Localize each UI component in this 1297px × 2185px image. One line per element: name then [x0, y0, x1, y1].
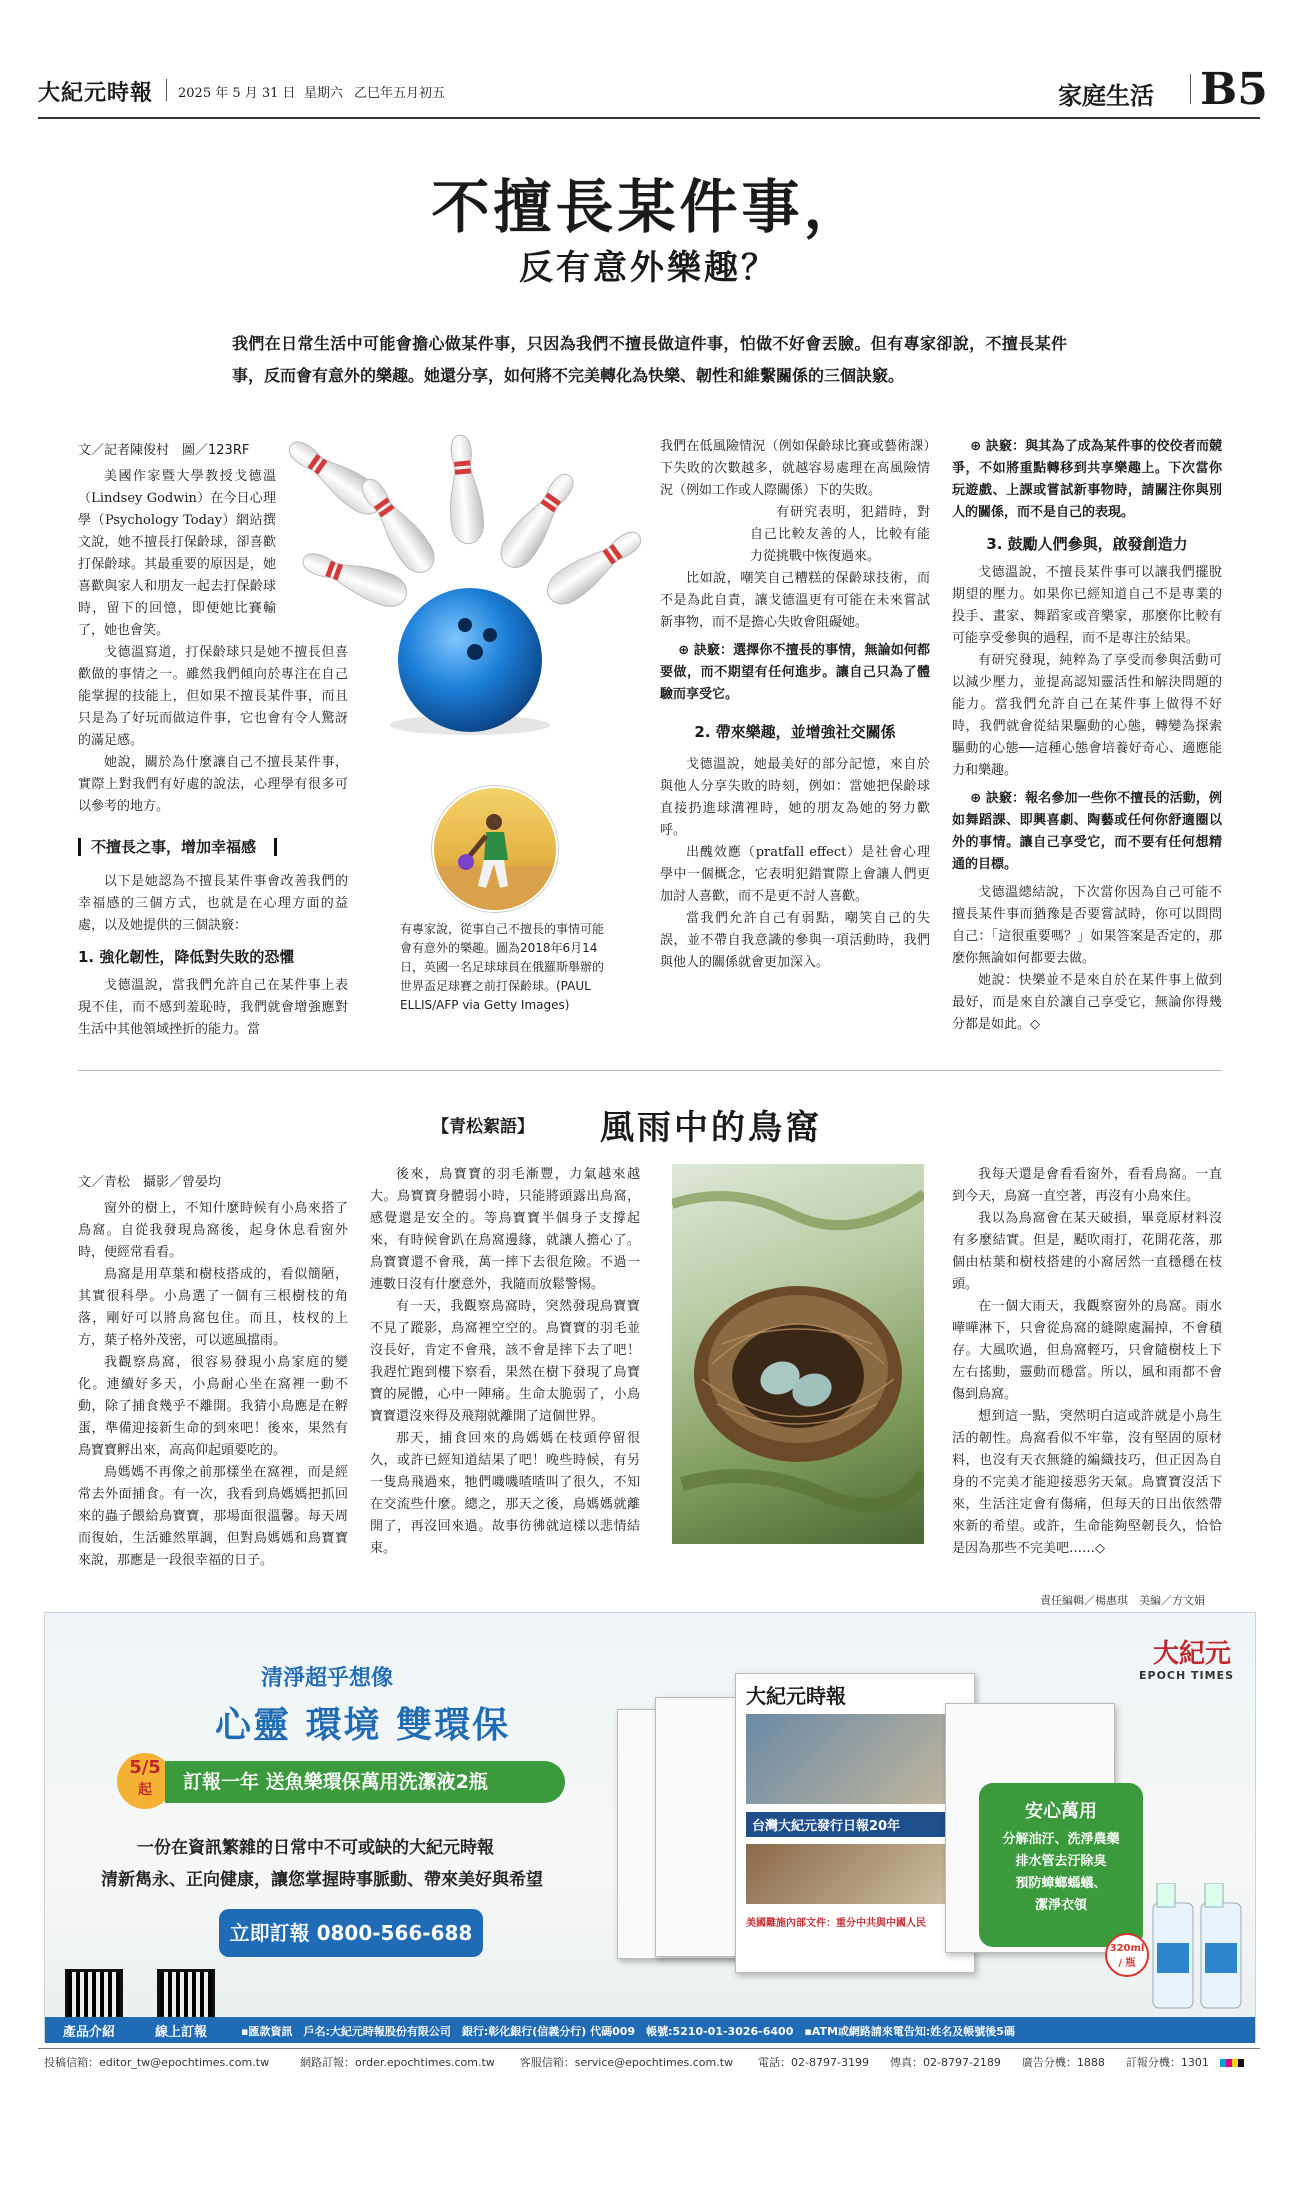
bowling-ball: [398, 588, 542, 732]
ad-logo: 大紀元: [1153, 1639, 1232, 1669]
column-tag: 【青松絮語】: [432, 1117, 534, 1137]
bowling-illustration: [270, 420, 660, 810]
footer-order-url[interactable]: 網路訂報：order.epochtimes.com.tw: [300, 2056, 495, 2069]
bowling-pin: [494, 467, 583, 575]
paragraph: 想到這一點，突然明白這或許就是小鳥生活的韌性。鳥窩看似不牢靠，沒有堅固的原材料，也沒有天衣無縫的編織技巧，但正因為自身的不完美才能迎接惡劣天氣。鳥寶寶沒活下來，生活注定會有傷痛，但每天的日出依然帶來新的希望。或許，生命能夠堅韌長久，恰恰是因為那些不完美吧……◇: [952, 1409, 1222, 1556]
masthead-lunar: 乙巳年五月初五: [354, 86, 446, 101]
article2-column-1: [78, 1172, 348, 1572]
footer-ad-extension: 廣告分機：1888: [1021, 2056, 1105, 2069]
section-heading: 不擅長之事，增加幸福感: [78, 836, 348, 857]
tip-2: ⊕ 訣竅：與其為了成為某件事的佼佼者而競爭，不如將重點轉移到共享樂趣上。下次當你玩遊戲、上課或嘗試新事物時，請關注你與別人的關係，而不是自己的表現。: [952, 439, 1222, 520]
paragraph: 戈德溫說，當我們允許自己在某件事上表現不佳，而不感到羞恥時，我們就會增強應對生活中其他領域挫折的能力。當: [78, 978, 348, 1037]
subscribe-call-button[interactable]: 立即訂報 0800-566-688: [219, 1909, 483, 1957]
article2-separator: [78, 1070, 1222, 1071]
subheading-3: 3. 鼓勵人們參與，啟發創造力: [986, 535, 1188, 553]
masthead-date: 2025 年 5 月 31 日: [178, 86, 296, 101]
footer-contribution-email[interactable]: 投稿信箱：editor_tw@epochtimes.com.tw: [44, 2056, 270, 2069]
paragraph: 戈德溫說，她最美好的部分記憶，來自於與他人分享失敗的時刻，例如：當她把保齡球直接扔進球溝裡時，她的朋友為她的努力歡呼。: [660, 757, 930, 838]
paragraph: 戈德溫總結說，下次當你因為自己可能不擅長某件事而猶豫是否要嘗試時，你可以問問自己：「這很重要嗎？」如果答案是否定的，那麼你無論如何都要去做。: [952, 885, 1222, 966]
bowler-figure: [434, 788, 558, 912]
footer-sub-extension: 訂報分機：1301: [1125, 2056, 1209, 2069]
offer-banner: 訂報一年 送魚樂環保萬用洗潔液2瓶: [165, 1761, 565, 1803]
paragraph: 有一天，我觀察鳥窩時，突然發現鳥寶寶不見了蹤影，鳥窩裡空空的。鳥寶寶的羽毛並沒長好，肯定不會飛，該不會是摔下去了吧！我趕忙跑到樓下察看，果然在樹下發現了鳥寶寶的屍體，心中一陣痛。生命太脆弱了，小鳥寶寶還沒來得及飛翔就離開了這個世界。: [370, 1299, 640, 1424]
subheading-1: 1. 強化韌性，降低對失敗的恐懼: [78, 948, 295, 966]
footer-service-email[interactable]: 客服信箱：service@epochtimes.com.tw: [519, 2056, 734, 2069]
offer-badge: 5/5 起: [117, 1753, 173, 1809]
tip-1: ⊕ 訣竅：選擇你不擅長的事情，無論如何都要做，而不期望有任何進步。讓自己只為了體驗而享受它。: [660, 643, 930, 702]
paragraph: 以下是她認為不擅長某件事會改善我們的幸福感的三個方式，也就是在心理方面的益處，以及她提供的三個訣竅：: [78, 874, 348, 933]
paragraph: 我每天還是會看看窗外，看看鳥窩。一直到今天，鳥窩一直空著，再沒有小鳥來住。: [952, 1167, 1222, 1204]
heading-bar: [274, 838, 277, 856]
tip-3: ⊕ 訣竅：報名參加一些你不擅長的活動，例如舞蹈課、即興喜劇、陶藝或任何你舒適圈以外的事情。讓自己享受它，而不要有任何想精通的目標。: [952, 791, 1222, 872]
paragraph: 美國作家暨大學教授戈德溫（Lindsey Godwin）在今日心理學（Psychology Today）網站撰文說，她不擅長打保齡球，卻喜歡打保齡球。其最重要的原因是，她喜歡與家人和朋友一起去打保齡球時，留下的回憶，即便她比賽輸了，她也會笑。: [78, 469, 276, 638]
paragraph: 鳥窩是用草葉和樹枝搭成的，看似簡陋，其實很科學。小鳥選了一個有三根樹枝的角落，剛好可以將鳥窩包住。而且，枝杈的上方，葉子格外茂密，可以遮風擋雨。: [78, 1267, 348, 1348]
ad-tagline: 清淨超乎想像: [261, 1666, 394, 1691]
article1-byline: 文／記者陳俊村 圖／123RF: [78, 443, 250, 458]
article2-title: 風雨中的鳥窩: [600, 1108, 822, 1148]
section-name: 家庭生活: [1058, 81, 1154, 110]
bowling-pin: [541, 522, 649, 611]
paragraph: 我以為鳥窩會在某天破損，畢竟原材料沒有多麼結實。但是，颳吹雨打，花開花落，那個由枯葉和樹枝搭建的小窩居然一直穩穩在枝頭。: [952, 1211, 1222, 1292]
heading-bar: [78, 838, 81, 856]
qr-label-subscribe: 線上訂報: [155, 2025, 208, 2040]
footer: [44, 2054, 1256, 2070]
page-number: B5: [1200, 64, 1268, 115]
article2-byline: 文／青松 攝影／曾晏均: [78, 1175, 222, 1190]
footer-phone: 電話：02-8797-3199: [758, 2056, 869, 2069]
article2-column-2: [370, 1164, 640, 1560]
paragraph: 窗外的樹上，不知什麼時候有小鳥來搭了鳥窩。自從我發現鳥窩後，起身休息看窗外時，便經常看看。: [78, 1201, 348, 1260]
qr-label-product: 產品介紹: [63, 2025, 116, 2040]
nest-with-eggs: [672, 1164, 924, 1544]
paragraph: 有研究發現，純粹為了享受而參與活動可以減少壓力，並提高認知靈活性和解決問題的能力。當我們允許自己在某件事上做得不好時，我們就會從結果驅動的心態，轉變為探索驅動的心態──這種心態會培養好奇心、適應能力和樂趣。: [952, 653, 1222, 778]
paragraph: 當我們允許自己有弱點，嘲笑自己的失誤，並不帶自我意識的參與一項活動時，我們與他人的關係就會更加深入。: [660, 911, 930, 970]
payment-info: ▪匯款資訊 戶名:大紀元時報股份有限公司 銀行:彰化銀行(信義分行) 代碼009 帳號:5210-01-3026-6400 ▪ATM或網路請來電告知:姓名及帳號後5碼: [241, 2025, 1015, 2038]
masthead-logo: 大紀元時報: [38, 80, 154, 106]
masthead: [38, 64, 1268, 120]
paragraph: 她說，關於為什麼讓自己不擅長某件事，實際上對我們有好處的說法，心理學有很多可以參考的地方。: [78, 755, 348, 814]
ad-headline: 心靈 環境 雙環保: [215, 1705, 511, 1746]
ad-logo-en: EPOCH TIMES: [1139, 1669, 1235, 1682]
newspaper-banner: 台灣大紀元發行日報20年: [746, 1812, 966, 1837]
masthead-divider: [166, 79, 167, 101]
footer-fax: 傳真：02-8797-2189: [889, 2056, 1001, 2069]
newspaper-photo: [746, 1844, 966, 1904]
newspaper-name: 大紀元時報: [746, 1684, 846, 1708]
photo-caption: 有專家說，從事自己不擅長的事情可能會有意外的樂趣。圖為2018年6月14日，英國一名足球球員在俄羅斯舉辦的世界盃足球賽之前打保齡球。(PAUL ELLIS/AFP via Getty Images): [400, 922, 605, 1012]
paragraph: 後來，鳥寶寶的羽毛漸豐，力氣越來越大。鳥寶寶身體弱小時，只能將頭露出鳥窩，感覺還是安全的。等鳥寶寶半個身子支撐起來，有時候會趴在鳥窩邊緣，就讓人擔心了。鳥寶寶還不會飛，萬一摔下去很危險。不過一連數日沒有什麼意外，我隨而放鬆警惕。: [370, 1167, 640, 1292]
cleaner-bottles: [1135, 1883, 1255, 2013]
masthead-rule: [38, 117, 1260, 119]
color-registration-marks: [1220, 2057, 1244, 2070]
section-divider: [1190, 74, 1191, 104]
newspaper-headline: 美國難施內部文件：重分中共與中國人民: [746, 1918, 926, 1929]
volume-badge: 320ml / 瓶: [1105, 1933, 1149, 1977]
article1-subtitle: 反有意外樂趣？: [519, 248, 778, 288]
newspaper-photo: [746, 1714, 966, 1804]
article1-column-3: [660, 436, 930, 974]
bowling-pin: [282, 432, 390, 521]
paragraph: 那天，捕食回來的鳥媽媽在枝頭停留很久，或許已經知道結果了吧！晚些時候，有另一隻鳥飛過來，牠們嘰嘰喳喳叫了很久，不知在交流些什麼。總之，那天之後，鳥媽媽就離開了，再沒回來過。故事彷彿就這樣以悲情結束。: [370, 1431, 640, 1556]
ad-bottom-bar: [45, 2017, 1255, 2043]
newspaper-front: [735, 1673, 975, 1973]
article2-column-4: [952, 1164, 1222, 1560]
masthead-weekday: 星期六: [304, 86, 344, 101]
paragraph: 戈德溫寫道，打保齡球只是她不擅長但喜歡做的事情之一。雖然我們傾向於專注在自己能掌握的技能上，但如果不擅長某件事，而且只是為了好玩而做這件事，它也會有令人驚訝的滿足感。: [78, 645, 348, 748]
paragraph: 我觀察鳥窩，很容易發現小鳥家庭的變化。連續好多天，小鳥耐心坐在窩裡一動不動，除了捕食幾乎不離開。我猜小鳥應是在孵蛋，準備迎接新生命的到來吧！後來，果然有鳥寶寶孵出來，高高仰起頭要吃的。: [78, 1355, 348, 1458]
paragraph: 戈德溫說，不擅長某件事可以讓我們擺脫期望的壓力。如果你已經知道自己不是專業的投手、畫家、舞蹈家或音樂家，那麼你比較有可能享受參與的過程，而不是專注於結果。: [952, 565, 1222, 646]
nest-photo: [672, 1164, 924, 1544]
paragraph: 出醜效應（pratfall effect）是社會心理學中一個概念，它表明犯錯實際上會讓人們更加討人喜歡，而不是更不討人喜歡。: [660, 845, 930, 904]
editor-credit: 責任編輯／楊惠琪 美編／方文娟: [1040, 1594, 1205, 1607]
bowling-pin: [352, 472, 441, 580]
ad-line-1: 一份在資訊繁雜的日常中不可或缺的大紀元時報: [137, 1838, 494, 1858]
paragraph: 比如說，嘲笑自己糟糕的保齡球技術，而不是為此自責，讓戈德溫更有可能在未來嘗試新事物，而不是擔心失敗會阻礙她。: [660, 571, 930, 630]
paragraph: 在一個大雨天，我觀察窗外的鳥窩。雨水嘩嘩淋下，只會從鳥窩的縫隙處漏掉，不會積存。大風吹過，但鳥窩輕巧，只會隨樹枝上下左右搖動，靈動而穩當。所以，風和雨都不會傷到鳥窩。: [952, 1299, 1222, 1402]
article1-column-4: [952, 436, 1222, 1036]
ad-line-2: 清新雋永、正向健康，讓您掌握時事脈動、帶來美好與希望: [101, 1870, 543, 1890]
paragraph: 有研究表明，犯錯時，對自己比較友善的人，比較有能力從挑戰中恢復過來。: [750, 505, 930, 564]
paragraph: 鳥媽媽不再像之前那樣坐在窩裡，而是經常去外面捕食。有一次，我看到鳥媽媽把抓回來的蟲子餵給鳥寶寶，那場面很溫馨。每天周而復始，生活雖然單調，但對鳥媽媽和鳥寶寶來說，那應是一段很幸福的日子。: [78, 1465, 348, 1568]
subscription-ad[interactable]: [44, 1612, 1256, 2042]
paragraph: 我們在低風險情況（例如保齡球比賽或藝術課）下失敗的次數越多，就越容易處理在高風險情況（例如工作或人際關係）下的失敗。: [660, 439, 930, 498]
bowling-pin: [444, 434, 486, 545]
inset-photo: [432, 786, 558, 912]
subheading-2: 2. 帶來樂趣，並增強社交關係: [694, 723, 896, 741]
article1-lede: 我們在日常生活中可能會擔心做某件事，只因為我們不擅長做這件事，怕做不好會丟臉。但有專家卻說，不擅長某件事，反而會有意外的樂趣。她還分享，如何將不完美轉化為快樂、韌性和維繫關係的三個訣竅。: [232, 334, 1067, 385]
paragraph: 她說：快樂並不是來自於在某件事上做到最好，而是來自於讓自己享受它，無論你得幾分都是如此。◇: [952, 973, 1222, 1032]
product-benefits-panel: 安心萬用 分解油汙、洗淨農藥 排水管去汙除臭 預防蟑螂螞蟻、 潔淨衣領: [979, 1783, 1143, 1947]
bowling-pin: [298, 544, 411, 612]
article1-title: 不擅長某件事，: [431, 173, 866, 241]
footer-rule: [38, 2048, 1260, 2049]
